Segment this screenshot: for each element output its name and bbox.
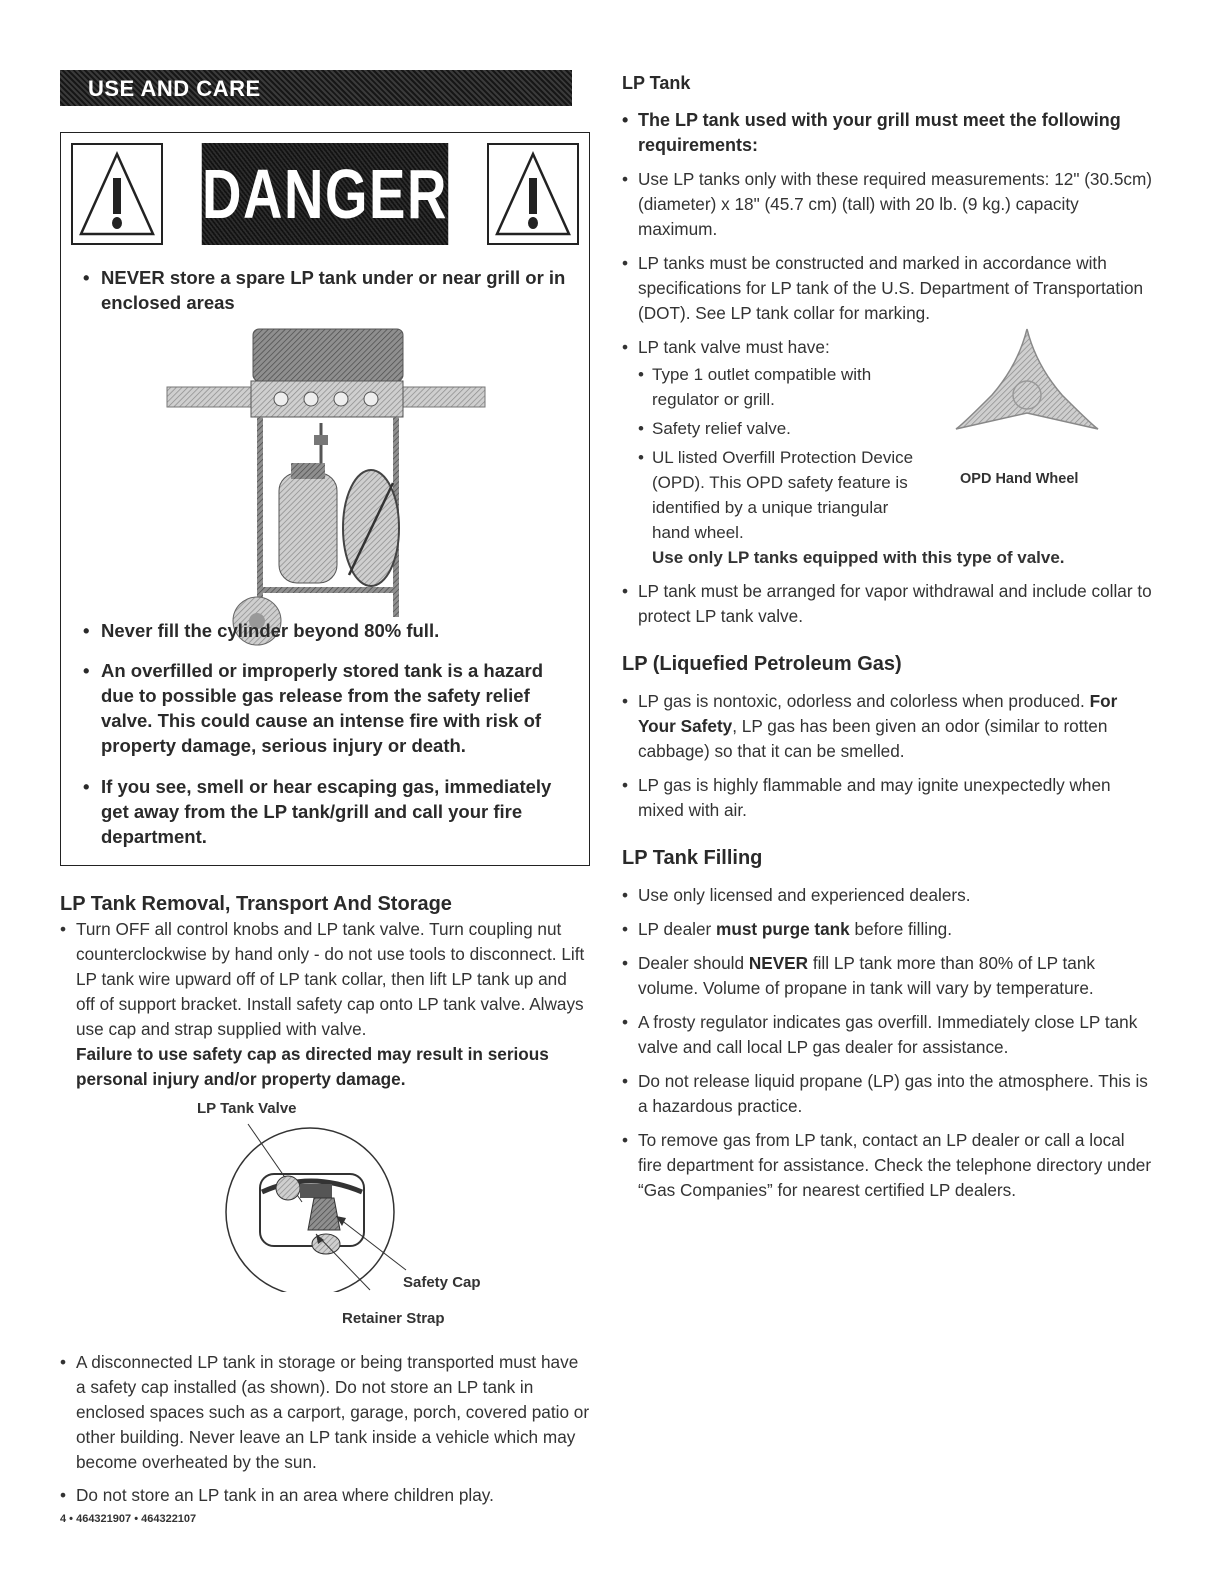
- valve-sub-outlet: • Type 1 outlet compatible with regulator or grill.: [622, 362, 892, 412]
- danger-banner: [71, 143, 579, 245]
- filling-bullet-dealers: • Use only licensed and experienced dealers.: [622, 883, 1152, 908]
- label-retainer-strap: Retainer Strap: [342, 1310, 445, 1327]
- grill-illustration: [161, 323, 491, 653]
- warning-triangle-right-icon: [487, 143, 579, 245]
- right-column: [622, 70, 1152, 1203]
- label-tank-valve: LP Tank Valve: [197, 1100, 297, 1117]
- lp-tank-bullet-measurements: • Use LP tanks only with these required measurements: 12" (30.5cm) (diameter) x 18" (45.7 cm) (tall) with 20 lb. (9 kg.) capacity maximum.: [622, 167, 1152, 242]
- valve-sub-relief: • Safety relief valve.: [622, 416, 1152, 441]
- removal-bullet-storage: • A disconnected LP tank in storage or being transported must have a safety cap installed (as shown). Do not store an LP tank in enclosed spaces such as a carport, garage, porch, covered patio or other building. Never leave an LP tank inside a vehicle which may become overheated by the sun.: [60, 1350, 590, 1475]
- lp-gas-heading: LP (Liquefied Petroleum Gas): [622, 653, 902, 675]
- tank-valve-diagram: [60, 1100, 590, 1332]
- page-footer: 4 • 464321907 • 464322107: [60, 1513, 197, 1525]
- removal-section: [60, 891, 590, 1508]
- section-header: USE AND CARE: [60, 70, 572, 106]
- removal-text: Turn OFF all control knobs and LP tank valve. Turn coupling nut counterclockwise by hand only - do not use tools to disconnect. Lift LP tank wire upward off of LP tank collar, then lift LP tank up and off of support bracket. Install safety cap onto LP tank valve. Always use cap and strap supplied with valve.: [76, 919, 585, 1039]
- filling-bullet-frosty: • A frosty regulator indicates gas overfill. Immediately close LP tank valve and call local LP gas dealer for assistance.: [622, 1010, 1152, 1060]
- danger-box: [60, 132, 590, 866]
- lp-gas-text-c: , LP gas has been given an odor (similar to rotten cabbage) so that it can be smelled.: [638, 716, 1108, 761]
- lp-gas-text-bold: For Your Safety: [638, 691, 1118, 736]
- lp-tank-heading: LP Tank: [622, 73, 691, 93]
- lp-gas-text-a: LP gas is nontoxic, odorless and colorless when produced.: [638, 691, 1085, 711]
- lp-gas-bullet-flammable: • LP gas is highly flammable and may ignite unexpectedly when mixed with air.: [622, 773, 1152, 823]
- lp-tank-bullet-valve: • LP tank valve must have:: [622, 335, 1152, 360]
- lp-gas-bullet-odor: [622, 689, 1152, 764]
- filling-bullet-never: [622, 951, 1152, 1001]
- filling-purge-c: before filling.: [849, 919, 952, 939]
- left-column: [60, 70, 590, 1508]
- removal-warning: Failure to use safety cap as directed may result in serious personal injury and/or property damage.: [76, 1044, 549, 1089]
- lp-tank-bullet-dot: • LP tanks must be constructed and marked in accordance with specifications for LP tank of the U.S. Department of Transportation (DOT). See LP tank collar for marking.: [622, 251, 1152, 326]
- danger-bullet-fill: • Never fill the cylinder beyond 80% full.: [83, 618, 573, 643]
- filling-never-a: Dealer should: [638, 953, 749, 973]
- warning-triangle-left-icon: [71, 143, 163, 245]
- removal-instructions: [60, 917, 590, 1092]
- valve-sub-opd-bold: Use only LP tanks equipped with this type of valve.: [652, 548, 1065, 567]
- danger-bullet-spare-tank: • NEVER store a spare LP tank under or near grill or in enclosed areas: [83, 265, 573, 315]
- valve-requirements: [622, 335, 1152, 570]
- valve-sub-opd: [622, 445, 1152, 570]
- filling-purge-bold: must purge tank: [716, 919, 850, 939]
- filling-bullet-release: • Do not release liquid propane (LP) gas into the atmosphere. This is a hazardous practice.: [622, 1069, 1152, 1119]
- filling-bullet-remove: • To remove gas from LP tank, contact an LP dealer or call a local fire department for assistance. Check the telephone directory under “Gas Companies” for nearest certified LP dealers.: [622, 1128, 1152, 1203]
- filling-never-c: fill LP tank more than 80% of LP tank volume. Volume of propane in tank will vary by temperature.: [638, 953, 1096, 998]
- opd-hand-wheel-icon: [952, 325, 1102, 445]
- filling-never-bold: NEVER: [748, 953, 809, 973]
- filling-heading: LP Tank Filling: [622, 847, 763, 869]
- filling-purge-a: LP dealer: [638, 919, 717, 939]
- lp-tank-lead: • The LP tank used with your grill must meet the following requirements:: [622, 108, 1152, 158]
- removal-bullet-children: • Do not store an LP tank in an area where children play.: [60, 1483, 590, 1508]
- tank-valve-illustration: [210, 1122, 490, 1292]
- filling-bullet-purge: [622, 917, 1152, 942]
- danger-bullet-escaping-gas: • If you see, smell or hear escaping gas, immediately get away from the LP tank/grill and call your fire department.: [83, 774, 573, 849]
- danger-bullet-overfill: • An overfilled or improperly stored tank is a hazard due to possible gas release from the safety relief valve. This could cause an intense fire with risk of property damage, serious injury or death.: [83, 658, 573, 758]
- lp-tank-bullet-vapor: • LP tank must be arranged for vapor withdrawal and include collar to protect LP tank valve.: [622, 579, 1152, 629]
- valve-sub-opd-text: • UL listed Overfill Protection Device (OPD). This OPD safety feature is identified by a unique triangular hand wheel.: [652, 448, 914, 542]
- label-safety-cap: Safety Cap: [403, 1274, 481, 1291]
- opd-caption: OPD Hand Wheel: [960, 471, 1079, 487]
- removal-heading: LP Tank Removal, Transport And Storage: [60, 893, 452, 915]
- danger-word: DANGER: [202, 143, 448, 245]
